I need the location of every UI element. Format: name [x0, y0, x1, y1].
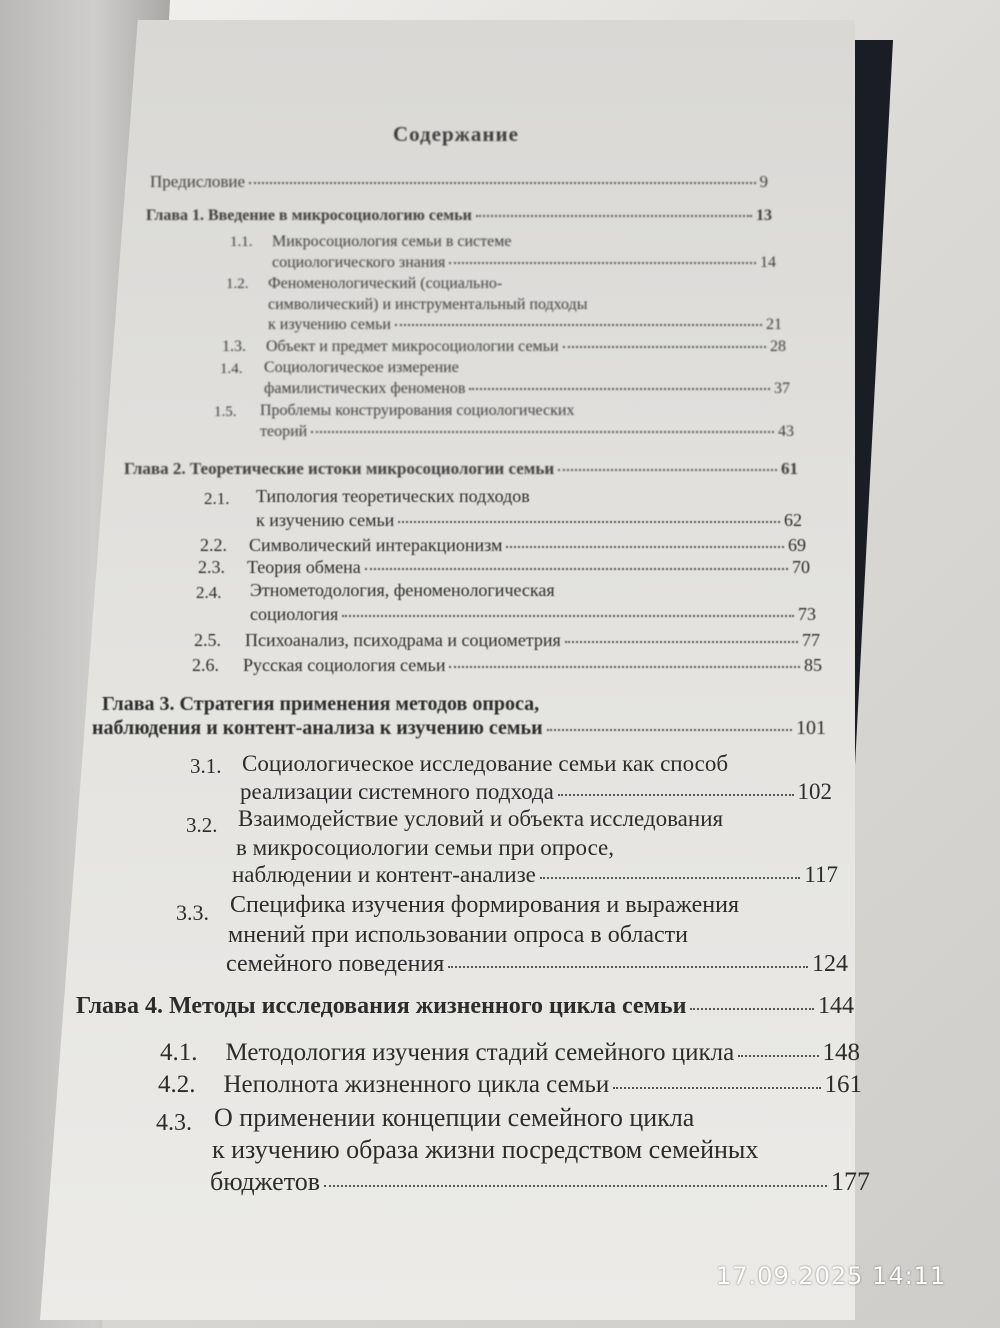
section-title: бюджетов — [210, 1167, 321, 1196]
dot-leader — [565, 641, 798, 643]
dot-leader — [506, 546, 784, 548]
toc-page-number: 85 — [804, 655, 822, 675]
section-number: 2.4. — [196, 583, 222, 602]
section-number: 2.1. — [204, 489, 230, 508]
section-title: реализации системного подхода — [240, 779, 554, 804]
toc-entry-label: Глава 2. Теоретические истоки микросоциологии семьи — [124, 459, 555, 478]
section-title: О применении концепции семейного цикла — [214, 1103, 695, 1132]
toc-page-number: 70 — [792, 557, 810, 577]
toc-section-1-5 — [260, 423, 794, 441]
toc-section-2-1 — [256, 510, 802, 531]
section-title: Символический интеракционизм — [249, 535, 503, 555]
toc-entry-label: Глава 4. Методы исследования жизненного цикла семьи — [76, 993, 687, 1019]
dot-leader — [690, 1008, 814, 1010]
section-number: 3.1. — [190, 754, 222, 778]
section-title: фамилистических феноменов — [264, 380, 466, 397]
toc-page-number: 14 — [760, 254, 776, 271]
toc-page-number: 62 — [784, 510, 802, 530]
section-title: Теория обмена — [247, 557, 361, 577]
section-number: 1.1. — [230, 234, 253, 250]
toc-page-number: 9 — [759, 172, 768, 191]
section-number: 2.5. — [194, 630, 221, 650]
dot-leader — [365, 568, 788, 570]
dot-leader — [249, 182, 755, 184]
dot-leader — [558, 794, 794, 796]
section-number: 1.2. — [226, 276, 249, 292]
toc-section-2-6 — [192, 655, 822, 676]
section-number: 4.3. — [156, 1110, 192, 1136]
dot-leader — [398, 521, 780, 523]
toc-section-4-3 — [210, 1167, 870, 1197]
section-title: Этнометодология, феноменологическая — [250, 580, 555, 600]
section-title: в микросоциологии семьи при опросе, — [236, 835, 615, 860]
toc-page-number: 102 — [797, 779, 832, 804]
toc-chapter-4 — [76, 993, 854, 1020]
dot-leader — [469, 388, 770, 390]
section-title: к изучению семьи — [268, 316, 391, 333]
dot-leader — [449, 262, 756, 264]
dot-leader — [476, 215, 752, 217]
section-number: 4.2. — [158, 1071, 196, 1098]
section-number: 3.2. — [186, 813, 218, 837]
dot-leader — [613, 1087, 820, 1089]
section-title: символический) и инструментальный подходы — [268, 296, 588, 313]
section-title: Психоанализ, психодрама и социометрия — [245, 630, 561, 650]
section-title: социологического знания — [272, 254, 446, 271]
section-number: 2.2. — [200, 535, 227, 555]
photo-timestamp: 17.09.2025 14:11 — [716, 1262, 947, 1290]
toc-section-1-1 — [272, 254, 776, 272]
toc-entry-label: Предисловие — [150, 172, 246, 191]
toc-section-2-4 — [250, 604, 816, 625]
toc-page-number: 117 — [804, 862, 838, 887]
section-number: 2.3. — [198, 557, 225, 577]
toc-section-2-2 — [200, 535, 806, 556]
toc-section-2-5 — [194, 630, 820, 651]
section-title: мнений при использовании опроса в области — [228, 922, 688, 948]
dot-leader — [395, 324, 762, 326]
section-title: Микросоциология семьи в системе — [272, 233, 512, 250]
dot-leader — [540, 877, 800, 879]
dot-leader — [558, 469, 777, 471]
dot-leader — [448, 966, 808, 968]
toc-section-3-2 — [232, 862, 838, 888]
section-number: 1.4. — [220, 361, 243, 377]
section-number: 1.3. — [222, 338, 246, 355]
section-title: социология — [250, 604, 339, 624]
dot-leader — [342, 615, 794, 617]
section-number: 4.1. — [160, 1039, 198, 1066]
toc-page-number: 77 — [802, 630, 820, 650]
page-title: Содержание — [393, 122, 519, 146]
section-title: к изучению семьи — [256, 510, 395, 530]
toc-entry-label: наблюдения и контент-анализа к изучению семьи — [92, 717, 543, 739]
section-title: теорий — [260, 423, 308, 440]
dot-leader — [563, 346, 766, 348]
toc-chapter-2 — [124, 459, 798, 479]
section-title: Феноменологический (социально- — [268, 275, 503, 292]
toc-chapter-3 — [92, 717, 826, 740]
section-title: Социологическое измерение — [264, 359, 459, 376]
section-title: Методология изучения стадий семейного цикла — [225, 1039, 735, 1066]
toc-section-4-2 — [158, 1071, 862, 1099]
toc-chapter-1 — [146, 207, 772, 225]
toc-entry-preface — [150, 172, 768, 192]
section-title: Русская социология семьи — [243, 655, 446, 675]
toc-page-number: 73 — [798, 604, 816, 624]
toc-page-number: 13 — [756, 207, 772, 224]
toc-section-4-1 — [160, 1039, 860, 1067]
toc-chapter-3-title: Глава 3. Стратегия применения методов опроса, — [102, 693, 540, 715]
section-title: Специфика изучения формирования и выражения — [230, 892, 740, 918]
toc-entry-label: Глава 1. Введение в микросоциологию семьи — [146, 207, 472, 224]
section-title: Проблемы конструирования социологических — [260, 402, 575, 419]
toc-page-number: 144 — [818, 993, 854, 1019]
toc-page-number: 177 — [831, 1167, 870, 1196]
section-title: к изучению образа жизни посредством семейных — [212, 1135, 759, 1164]
section-title: семейного поведения — [226, 951, 445, 977]
dot-leader — [738, 1055, 818, 1057]
toc-page-number: 43 — [778, 423, 794, 440]
toc-page-number: 21 — [766, 316, 782, 333]
toc-page-number: 101 — [796, 717, 826, 739]
section-title: Социологическое исследование семьи как способ — [242, 751, 729, 776]
toc-section-1-3 — [222, 338, 786, 356]
dot-leader — [547, 729, 792, 731]
toc-page-number: 161 — [824, 1071, 862, 1098]
toc-section-1-2 — [268, 316, 782, 334]
dot-leader — [449, 666, 800, 668]
toc-page-number: 37 — [774, 380, 790, 397]
section-number: 3.3. — [176, 900, 209, 925]
toc-section-3-1 — [240, 779, 832, 805]
toc-page-number: 124 — [812, 951, 848, 977]
section-title: Взаимодействие условий и объекта исследования — [238, 806, 724, 831]
dot-leader — [324, 1185, 827, 1187]
toc-page-number: 28 — [770, 338, 786, 355]
toc-page-number: 61 — [781, 459, 798, 478]
toc-section-2-3 — [198, 557, 810, 578]
section-title: наблюдении и контент-анализе — [232, 862, 536, 887]
section-title: Объект и предмет микросоциологии семьи — [266, 338, 559, 355]
section-number: 1.5. — [214, 404, 237, 420]
dot-leader — [311, 431, 774, 433]
toc-page-number: 148 — [822, 1039, 860, 1066]
section-number: 2.6. — [192, 655, 219, 675]
toc-page-number: 69 — [788, 535, 806, 555]
section-title: Типология теоретических подходов — [256, 486, 530, 506]
section-title: Неполнота жизненного цикла семьи — [223, 1071, 610, 1098]
toc-section-1-4 — [264, 380, 790, 398]
toc-section-3-3 — [226, 951, 848, 978]
